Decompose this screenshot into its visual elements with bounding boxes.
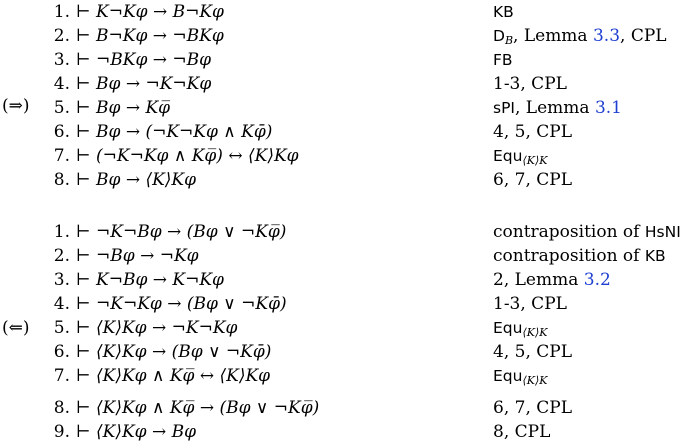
- line-number: 1.: [53, 2, 70, 22]
- proof-line: [0, 420, 685, 444]
- justification: [493, 316, 548, 340]
- rule-name: sPI: [493, 99, 515, 117]
- lemma-link[interactable]: 3.2: [583, 270, 611, 290]
- line-number: 6.: [53, 342, 70, 362]
- formula: ⊢ ⟨K⟩Kφ → (Bφ ∨ ¬Kφ̄): [76, 342, 272, 362]
- line-number: 5.: [53, 98, 70, 118]
- proof-line: [0, 168, 685, 192]
- line-number: 8.: [53, 170, 70, 190]
- justification: [493, 144, 548, 168]
- justification-text: contraposition of: [493, 222, 645, 242]
- rule-subscript: ⟨K⟩K: [522, 326, 548, 339]
- proof-line: [0, 244, 685, 268]
- formula: ⊢ ¬Bφ → ¬Kφ: [76, 246, 199, 266]
- line-number: 5.: [53, 318, 70, 338]
- proof-line: [0, 144, 685, 168]
- proof-line: [0, 396, 685, 420]
- justification: [493, 96, 622, 120]
- formula: ⊢ Bφ → ⟨K⟩Kφ: [76, 170, 197, 190]
- line-number: 6.: [53, 122, 70, 142]
- lemma-link[interactable]: 3.1: [594, 98, 622, 118]
- justification-text: , CPL: [620, 26, 667, 46]
- rule-subscript: B: [504, 34, 514, 47]
- formula: ⊢ (¬K¬Kφ ∧ Kφ̅) ↔ ⟨K⟩Kφ: [76, 146, 299, 166]
- proof-line: [0, 72, 685, 96]
- proof-line: [0, 340, 685, 364]
- justification-text: , Lemma: [515, 98, 595, 118]
- formula: ⊢ ⟨K⟩Kφ ∧ Kφ̅ → (Bφ ∨ ¬Kφ̅): [76, 398, 320, 418]
- line-number: 7.: [53, 146, 70, 166]
- formula: ⊢ ⟨K⟩Kφ → Bφ: [76, 422, 197, 442]
- line-number: 8.: [53, 398, 70, 418]
- formula: ⊢ K¬Kφ → B¬Kφ: [76, 2, 224, 22]
- proof-line: [0, 220, 685, 244]
- justification: 1-3, CPL: [493, 294, 567, 314]
- rule-subscript: ⟨K⟩K: [522, 154, 548, 167]
- proof-line: [0, 268, 685, 292]
- formula: ⊢ Bφ → Kφ̅: [76, 98, 171, 118]
- formula: ⊢ ¬BKφ → ¬Bφ: [76, 50, 212, 70]
- justification: [493, 364, 548, 388]
- justification: [493, 24, 667, 48]
- formula: ⊢ ¬K¬Kφ → (Bφ ∨ ¬Kφ̄): [76, 294, 287, 314]
- justification: 4, 5, CPL: [493, 122, 572, 142]
- rule-name: HsNI: [644, 223, 681, 241]
- proof-line: [0, 364, 685, 388]
- formula: ⊢ Bφ → (¬K¬Kφ ∧ Kφ̄): [76, 122, 273, 142]
- rule-name: Equ: [493, 147, 523, 165]
- justification: KB: [493, 3, 514, 21]
- line-number: 2.: [53, 246, 70, 266]
- line-number: 1.: [53, 222, 70, 242]
- justification: 6, 7, CPL: [493, 170, 572, 190]
- line-number: 7.: [53, 366, 70, 386]
- justification-text: , Lemma: [513, 26, 593, 46]
- justification: [493, 220, 681, 244]
- rule-subscript: ⟨K⟩K: [522, 374, 548, 387]
- line-number: 4.: [53, 294, 70, 314]
- direction-label-forward: (⇒): [2, 96, 30, 116]
- justification: 4, 5, CPL: [493, 342, 572, 362]
- rule-name: D: [493, 27, 505, 45]
- justification: [493, 268, 611, 292]
- line-number: 3.: [53, 50, 70, 70]
- rule-name: Equ: [493, 319, 523, 337]
- formula: ⊢ B¬Kφ → ¬BKφ: [76, 26, 224, 46]
- justification: 6, 7, CPL: [493, 398, 572, 418]
- justification-text: 2, Lemma: [493, 270, 584, 290]
- proof-line: [0, 292, 685, 316]
- justification-text: contraposition of: [493, 246, 645, 266]
- proof-line: [0, 48, 685, 72]
- lemma-link[interactable]: 3.3: [592, 26, 621, 46]
- rule-name: KB: [644, 247, 666, 265]
- line-number: 2.: [53, 26, 70, 46]
- justification: 8, CPL: [493, 422, 551, 442]
- line-number: 4.: [53, 74, 70, 94]
- formula: ⊢ ⟨K⟩Kφ ∧ Kφ̅ ↔ ⟨K⟩Kφ: [76, 366, 271, 386]
- formula: ⊢ ⟨K⟩Kφ → ¬K¬Kφ: [76, 318, 238, 338]
- justification: [493, 244, 666, 268]
- formula: ⊢ ¬K¬Bφ → (Bφ ∨ ¬Kφ̅): [76, 222, 287, 242]
- direction-label-backward: (⇐): [2, 318, 30, 338]
- proof-line: [0, 96, 685, 120]
- proof-line: [0, 120, 685, 144]
- line-number: 3.: [53, 270, 70, 290]
- formula: ⊢ Bφ → ¬K¬Kφ: [76, 74, 212, 94]
- proof-line: [0, 316, 685, 340]
- proof-line: [0, 24, 685, 48]
- formula: ⊢ K¬Bφ → K¬Kφ: [76, 270, 224, 290]
- justification: FB: [493, 51, 513, 69]
- justification: 1-3, CPL: [493, 74, 567, 94]
- proof-line: [0, 0, 685, 24]
- rule-name: Equ: [493, 367, 523, 385]
- line-number: 9.: [53, 422, 70, 442]
